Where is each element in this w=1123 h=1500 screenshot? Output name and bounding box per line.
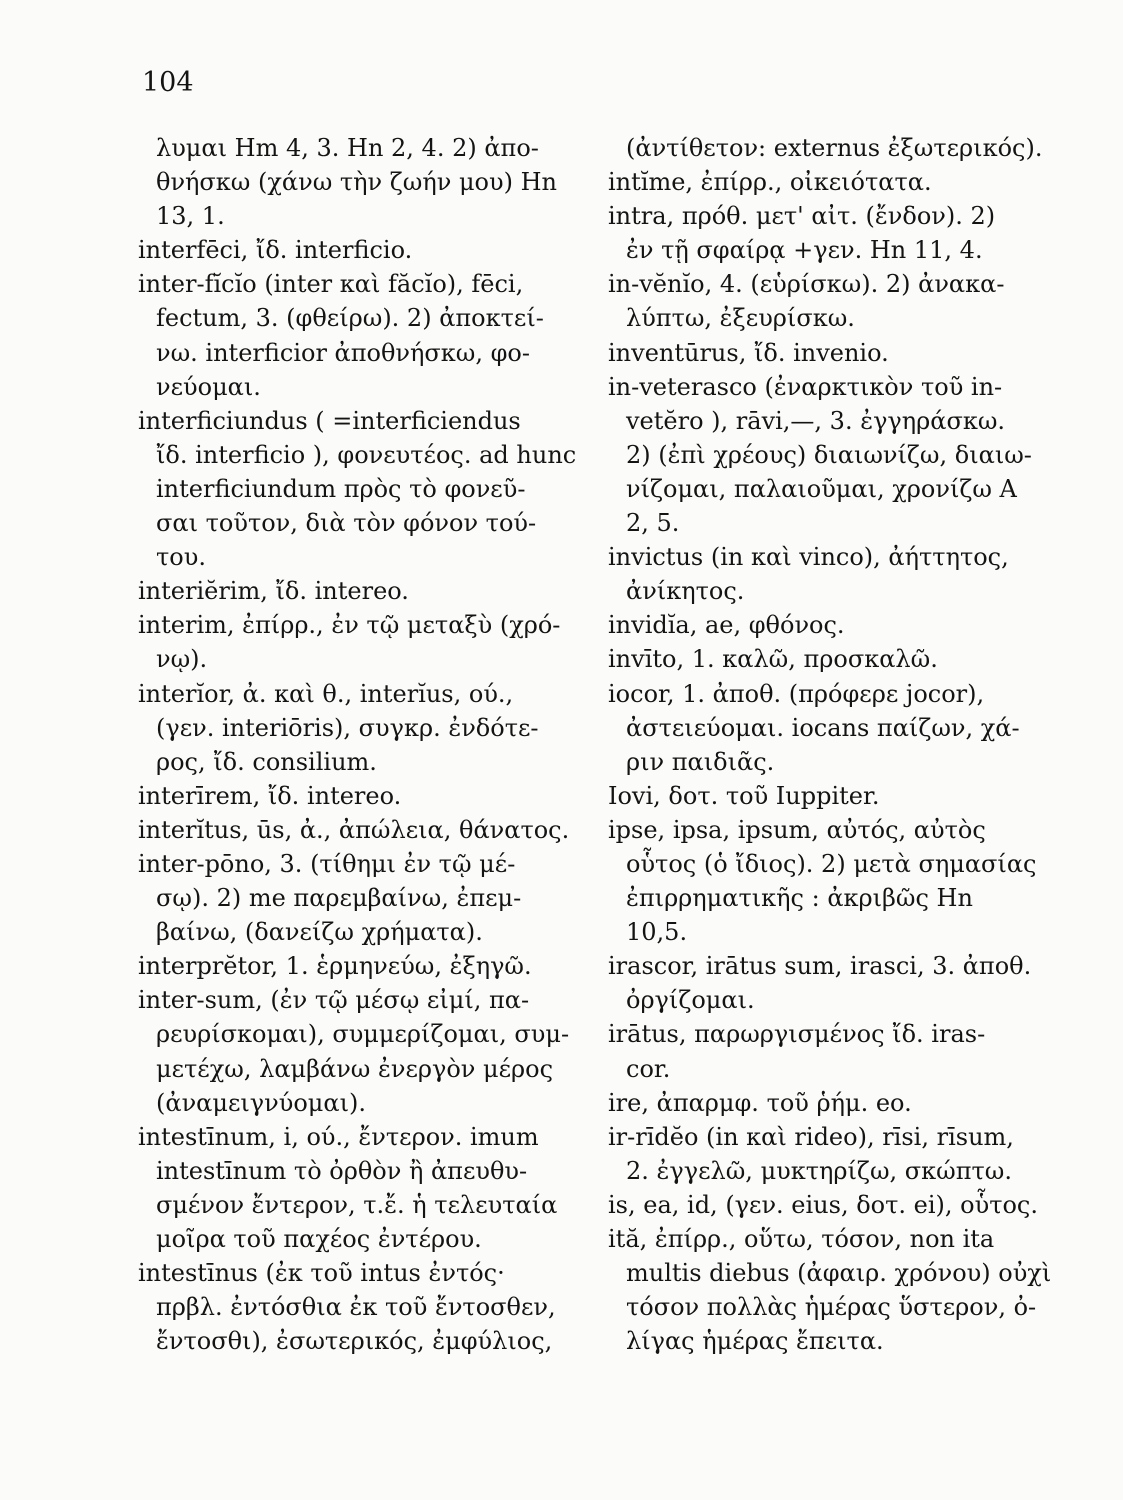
dictionary-line: interficiundus ( =interficiendus (138, 406, 521, 435)
dictionary-line: interĭtus, ūs, ἀ., ἀπώλεια, θάνατος. (138, 815, 570, 844)
dictionary-line: 10,5. (626, 918, 688, 947)
dictionary-line: λίγας ἡμέρας ἔπειτα. (626, 1327, 884, 1356)
left-column (138, 131, 578, 1358)
dictionary-line: μοῖρα τοῦ παχέος ἐντέρου. (156, 1225, 482, 1253)
dictionary-line: iocor, 1. ἀποθ. (πρόφερε jocor), (608, 679, 985, 708)
dictionary-line: irascor, irātus sum, irasci, 3. ἀποθ. (608, 952, 1032, 981)
dictionary-line: ἀνίκητος. (626, 577, 745, 606)
dictionary-line: cor. (626, 1054, 671, 1083)
dictionary-line: intestīnus (ἐκ τοῦ intus ἐντός· (138, 1259, 505, 1288)
dictionary-line: πρβλ. ἐντόσθια ἐκ τοῦ ἔντοσθεν, (156, 1293, 556, 1322)
dictionary-line: ἀστειεύομαι. iocans παίζων, χά- (626, 713, 1020, 742)
dictionary-line: multis diebus (ἀφαιρ. χρόνου) οὐχὶ (626, 1259, 1052, 1288)
dictionary-line: νίζομαι, παλαιοῦμαι, χρονίζω A (626, 474, 1017, 503)
dictionary-line: 2) (ἐπὶ χρέους) διαιωνίζω, διαιω- (626, 440, 1032, 469)
dictionary-line: inventūrus, ἴδ. invenio. (608, 338, 889, 367)
dictionary-line: θνήσκω (χάνω τὴν ζωήν μου) Hn (156, 168, 557, 197)
dictionary-line: βαίνω, (δανείζω χρήματα). (156, 918, 483, 947)
dictionary-line: 13, 1. (156, 202, 225, 231)
dictionary-line: ριν παιδιᾶς. (626, 747, 775, 776)
dictionary-line: λυμαι Hm 4, 3. Hn 2, 4. 2) ἀπο- (156, 134, 539, 162)
dictionary-line: inter-fĭcĭo (inter καὶ făcĭo), fēci, (138, 270, 524, 299)
dictionary-line: interim, ἐπίρρ., ἐν τῷ μεταξὺ (χρό- (138, 611, 561, 640)
dictionary-line: (γεν. interiōris), συγκρ. ἐνδότε- (156, 713, 539, 742)
dictionary-line: μετέχω, λαμβάνω ἐνεργὸν μέρος (156, 1054, 554, 1083)
dictionary-line: intestīnum τὸ ὀρθὸν ἢ ἀπευθυ- (156, 1156, 528, 1185)
dictionary-line: νῳ). (156, 645, 208, 674)
dictionary-line: interĭor, ἀ. καὶ θ., interĭus, ού., (138, 679, 514, 708)
dictionary-line: (ἀντίθετον: externus ἐξωτερικός). (626, 134, 1043, 162)
dictionary-line: του. (156, 543, 206, 572)
page-number: 104 (142, 67, 194, 98)
dictionary-line: intestīnum, i, ού., ἔντερον. imum (138, 1122, 539, 1151)
dictionary-line: Iovi, δοτ. τοῦ Iuppiter. (608, 781, 880, 810)
dictionary-line: ἐπιρρηματικῆς : ἀκριβῶς Hn (626, 884, 973, 913)
dictionary-line: ἔντοσθι), ἐσωτερικός, ἐμφύλιος, (156, 1327, 553, 1356)
dictionary-line: intĭme, ἐπίρρ., οἰκειότατα. (608, 168, 932, 197)
dictionary-line: σαι τοῦτον, διὰ τὸν φόνον τού- (156, 509, 537, 538)
dictionary-line: νω. interficior ἀποθνήσκω, φο- (156, 338, 530, 367)
dictionary-line: σμένον ἔντερον, τ.ἔ. ἡ τελευταία (156, 1190, 558, 1219)
dictionary-line: τόσον πολλὰς ἡμέρας ὕστερον, ὀ- (626, 1293, 1037, 1322)
dictionary-line: ἐν τῇ σφαίρᾳ +γεν. Hn 11, 4. (626, 236, 983, 265)
dictionary-line: 2. ἐγγελῶ, μυκτηρίζω, σκώπτω. (626, 1156, 1012, 1185)
dictionary-line: οὗτος (ὁ ἴδιος). 2) μετὰ σημασίας (626, 849, 1037, 878)
dictionary-line: vetĕro ), rāvi,—, 3. ἐγγηράσκω. (626, 406, 1006, 435)
dictionary-line: inter-pōno, 3. (τίθημι ἐν τῷ μέ- (138, 849, 516, 878)
dictionary-line: fectum, 3. (φθείρω). 2) ἀποκτεί- (156, 304, 544, 333)
dictionary-line: interīrem, ἴδ. intereo. (138, 781, 402, 810)
dictionary-line: interfēci, ἴδ. interficio. (138, 236, 413, 265)
dictionary-line: ρος, ἴδ. consilium. (156, 747, 377, 776)
dictionary-line: ἴδ. interficio ), φονευτέος. ad hunc (156, 440, 577, 469)
dictionary-line: ρευρίσκομαι), συμμερίζομαι, συμ- (156, 1020, 570, 1049)
dictionary-line: νεύομαι. (156, 372, 261, 401)
dictionary-line: ὀργίζομαι. (626, 986, 755, 1015)
dictionary-line: ire, ἀπαρμφ. τοῦ ῥήμ. eo. (608, 1088, 912, 1117)
dictionary-line: interficiundum πρὸς τὸ φονεῦ- (156, 474, 526, 503)
dictionary-line: 2, 5. (626, 509, 680, 538)
dictionary-line: σῳ). 2) me παρεμβαίνω, ἐπεμ- (156, 884, 522, 913)
dictionary-line: interiĕrim, ἴδ. intereo. (138, 577, 409, 606)
dictionary-line: (ἀναμειγνύομαι). (156, 1088, 366, 1117)
dictionary-line: λύπτω, ἐξευρίσκω. (626, 304, 855, 333)
dictionary-line: interprĕtor, 1. ἑρμηνεύω, ἐξηγῶ. (138, 952, 532, 981)
dictionary-line: in-veterasco (ἐναρκτικὸν τοῦ in- (608, 372, 1003, 401)
dictionary-line: is, ea, id, (γεν. eius, δοτ. ei), οὗτος. (608, 1190, 1038, 1219)
dictionary-line: intra, πρόθ. μετ' αἰτ. (ἔνδον). 2) (608, 202, 996, 231)
dictionary-line: ipse, ipsa, ipsum, αὐτός, αὐτὸς (608, 815, 986, 844)
dictionary-line: ită, ἐπίρρ., οὕτω, τόσον, non ita (608, 1225, 995, 1253)
dictionary-line: in-vĕnĭo, 4. (εὑρίσκω). 2) ἀνακα- (608, 270, 1005, 299)
dictionary-line: invictus (in καὶ vinco), ἀήττητος, (608, 543, 1009, 572)
dictionary-line: ir-rīdĕo (in καὶ rideo), rīsi, rīsum, (608, 1122, 1014, 1151)
dictionary-line: invīto, 1. καλῶ, προσκαλῶ. (608, 645, 938, 674)
dictionary-line: invidĭa, ae, φθόνος. (608, 611, 845, 640)
right-column (608, 131, 1063, 1358)
dictionary-line: inter-sum, (ἐν τῷ μέσῳ εἰμί, πα- (138, 986, 530, 1015)
dictionary-line: irātus, παρωργισμένος ἴδ. iras- (608, 1020, 986, 1049)
